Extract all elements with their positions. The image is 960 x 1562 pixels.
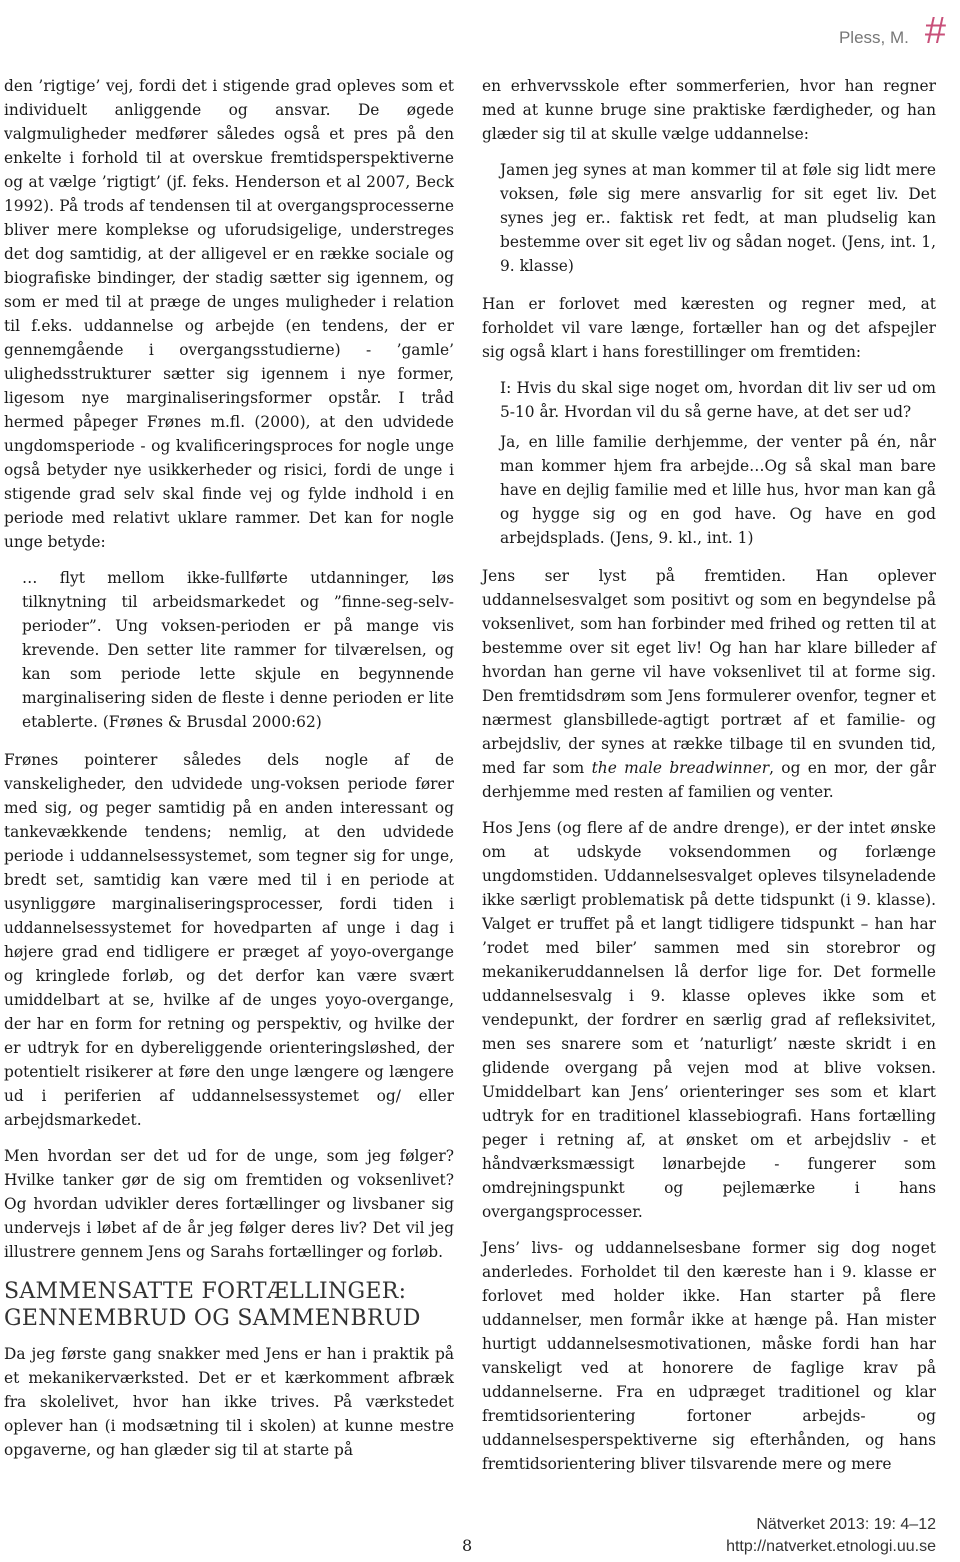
journal-url[interactable]: http://natverket.etnologi.uu.se — [726, 1538, 936, 1555]
hash-mark: # — [924, 10, 946, 52]
page-header — [839, 12, 946, 50]
right-paragraph-3-start: Jens ser lyst på fremtiden. Han oplever uddannelsesvalget som positivt og som en begyndelse på voksenlivet, som han forbinder med frihed og retten til at bestemme over sit eget liv! Og han har klare billeder af hvordan han gerne vil have voksenlivet til at forme sig. Den fremtidsdrøm som Jens formulerer ovenfor, tegner et nærmest glansbillede-agtigt portræt af et familie- og arbejdsliv, der synes at række tilbage til en svunden tid, med far som — [482, 567, 936, 777]
right-block-quote-2b: Ja, en lille familie derhjemme, der venter på én, når man kommer hjem fra arbejde…Og så skal man bare have en dejlig familie med et lille hus, hvor man kan gå og hygge sig og en god have. Og have en god arbejdsplads. (Jens, 9. kl., int. 1) — [500, 433, 936, 547]
left-paragraph-1: den ’rigtige’ vej, fordi det i stigende grad opleves som et individuelt anliggende og ansvar. De øgede valgmuligheder medfører således også et pres på den enkelte i forhold til at overskue fremtidsperspektiverne og at vælge ’rigtigt’ (jf. feks. Henderson et al 2007, Beck 1992). På trods af tendensen til at overgangsprocesserne bliver mere komplekse og uforudsigelige, understreges det dog samtidig, at der alligevel er en række sociale og biografiske bindinger, der stadig sætter sig igennem, og som er med til at præge de unges muligheder i relation til f.eks. uddannelse og arbejde (en tendens, der er gennemgående i overgangsstudierne) - ’gamle’ ulighedsstrukturer sætter sig igennem i nye former, ligesom nye marginaliseringsformer opstår. I tråd hermed påpeger Frønes m.fl. (2000), at den udvidede ungdomsperiode - og kvalificeringsproces for nogle unge også betyder nye usikkerheder og risici, fordi de unge i stigende grad selv skal finde vej og fylde indhold i en periode med relativt uklare rammer. Det kan for nogle unge betyde: — [4, 77, 454, 551]
left-column — [4, 74, 454, 1474]
left-block-quote: … flyt mellom ikke-fullførte utdanninger, løs tilknytning til arbeidsmarkedet og ”finne-seg-selv-perioder”. Ung voksen-perioden er på mange vis krevende. Den setter lite rammer for tilværelsen, og kan som periode lette skjule en begynnende marginalisering siden de fleste i denne perioden er lite etablerte. (Frønes & Brusdal 2000:62) — [22, 569, 454, 731]
right-block-quote-1: Jamen jeg synes at man kommer til at føle sig lidt mere voksen, føle sig mere ansvarlig for sit eget liv. Det synes jeg er.. faktisk ret fedt, at man pludselig kan bestemme over sit eget liv og sådan noget. (Jens, int. 1, 9. klasse) — [500, 161, 936, 275]
left-paragraph-2: Frønes pointerer således dels nogle af de vanskeligheder, den udvidede ung-voksen periode fører med sig, og peger samtidig på en anden interessant og tankevækkende tendens; nemlig, at den udvidede periode i uddannelsessystemet, som tegner sig for unge, bredt set, samtidig kan være med til i en periode at usynliggøre marginaliseringsprocesser, fordi tiden i uddannelsessystemet for hovedparten af unge i dag i højere grad end tidligere er præget af yoyo-overgange og kringlede forløb, og det derfor kan være svært umiddelbart at se, hvilke af de unges yoyo-overgange, der har en form for retning og perspektiv, og hvilke der er udtryk for en dybereliggende orienteringsløshed, der potentielt risikerer at føre den unge længere og længere ud i periferien af uddannelsessystemet og/ eller arbejdsmarkedet. — [4, 751, 454, 1129]
right-paragraph-2: Han er forlovet med kæresten og regner med, at forholdet vil vare længe, fortæller han og det afspejler sig også klart i hans forestillinger om fremtiden: — [482, 295, 936, 361]
right-block-quote-2a: I: Hvis du skal sige noget om, hvordan dit liv ser ud om 5-10 år. Hvordan vil du så gerne have, at det ser ud? — [500, 379, 936, 421]
left-paragraph-3: Men hvordan ser det ud for de unge, som jeg følger? Hvilke tanker gør de sig om fremtiden og voksenlivet? Og hvordan udvikler deres fortællinger og livsbaner sig undervejs i løbet af de år jeg følger deres liv? Det vil jeg illustrere gennem Jens og Sarahs fortællinger og forløb. — [4, 1147, 454, 1261]
right-paragraph-1: en erhvervsskole efter sommerferien, hvor han regner med at kunne bruge sine praktiske færdigheder, og han glæder sig til at skulle vælge uddannelse: — [482, 77, 936, 143]
right-paragraph-4: Hos Jens (og flere af de andre drenge), er der intet ønske om at udskyde voksendommen og forlænge ungdomstiden. Uddannelsesvalget opleves tilsyneladende ikke særligt problematisk på dette tidspunkt (i 9. klasse). Valget er truffet på et langt tidligere tidspunkt – han har ’rodet med biler’ sammen med sin storebror og mekanikeruddannelsen lå derfor lige for. Det formelle uddannelsesvalg i 9. klasse opleves ikke som et vendepunkt, der fordrer en særlig grad af refleksivitet, men ses snarere som et ’naturligt’ næste skridt i en glidende overgang på vejen mod at blive voksen. Umiddelbart kan Jens’ orienteringer ses som et klart udtryk for en traditionel klassebiografi. Hans fortælling peger i retning af, at ønsket om et arbejdsliv - et håndværksmæssigt lønarbejde - fungerer som omdrejningspunkt og pejlemærke i hans overgangsprocesser. — [482, 819, 936, 1221]
right-paragraph-3 — [482, 564, 936, 804]
right-paragraph-3-emphasis: the male breadwinner — [591, 759, 770, 777]
author-name: Pless, M. — [838, 28, 909, 47]
section-heading: SAMMENSATTE FORTÆLLINGER: GENNEMBRUD OG SAMMENBRUD — [4, 1279, 421, 1331]
right-paragraph-3-end: , og en mor, der går derhjemme med resten af familien og venter. — [482, 759, 936, 801]
left-paragraph-4: Da jeg første gang snakker med Jens er han i praktik på et mekanikerværksted. Det er et kærkomment afbræk fra skolelivet, hvor han ikke trives. På værkstedet oplever han (i modsætning til i skolen) at kunne mestre opgaverne, og han glæder sig til at starte på — [4, 1345, 454, 1459]
journal-citation: Nätverket 2013: 19: 4–12 — [756, 1516, 936, 1533]
page-number: 8 — [462, 1536, 473, 1555]
right-column — [482, 74, 936, 1488]
right-paragraph-5: Jens’ livs- og uddannelsesbane former sig dog noget anderledes. Forholdet til den kæreste han i 9. klasse er forlovet med holder ikke. Han starter på flere uddannelser, men formår ikke at hænge på. Han mister hurtigt uddannelsesmotivationen, måske fordi han har vanskeligt ved at honorere de faglige krav på uddannelserne. Fra en udpræget traditionel og klar fremtidsorientering fortoner arbejds- og uddannelsesperspektiverne sig efterhånden, og hans fremtidsorientering bliver tilsvarende mere og mere — [482, 1239, 936, 1473]
journal-footer — [726, 1514, 936, 1558]
